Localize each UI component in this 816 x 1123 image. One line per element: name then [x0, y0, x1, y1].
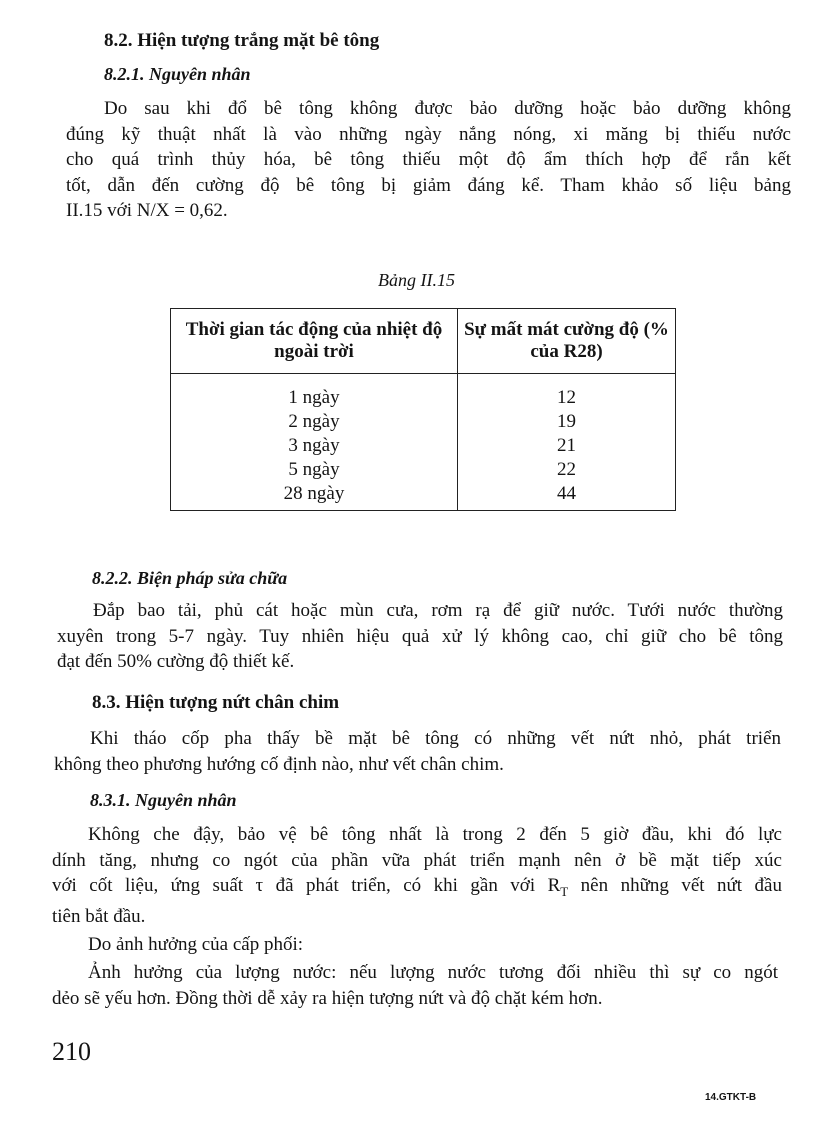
table-cell: 5 ngày: [288, 459, 340, 480]
section-8-2-2-paragraph: [57, 598, 783, 675]
text-line: cho quá trình thủy hóa, bê tông thiếu một độ ẩm thích hợp để rắn kết: [66, 149, 791, 170]
table-cell: 19: [557, 411, 576, 432]
text-segment: với cốt liệu, ứng suất τ đã phát triển, có khi gần với R: [52, 875, 561, 896]
page-number: 210: [52, 1037, 91, 1066]
text-line: Khi tháo cốp pha thấy bề mặt bê tông có những vết nứt nhỏ, phát triển: [90, 728, 781, 749]
section-8-3-1-paragraph: [52, 822, 782, 930]
table-cell: 2 ngày: [288, 411, 340, 432]
section-8-2-1-heading: 8.2.1. Nguyên nhân: [104, 64, 251, 84]
text-line: đạt đến 50% cường độ thiết kế.: [57, 651, 295, 672]
table-cell: 12: [557, 387, 576, 408]
table-header-strength-loss: Sự mất mát cường độ (% của R28): [458, 309, 676, 374]
section-8-2-1-paragraph: [66, 96, 791, 224]
cap-phoi-paragraph: [88, 932, 788, 958]
text-line: đúng kỹ thuật nhất là vào những ngày nắng nóng, xi măng bị thiếu nước: [66, 123, 791, 145]
table-header-time: Thời gian tác động của nhiệt độ ngoài trời: [171, 309, 458, 374]
strength-loss-table: [170, 308, 676, 511]
text-line: II.15 với N/X = 0,62.: [66, 200, 228, 221]
table-cell: 1 ngày: [288, 387, 340, 408]
section-8-3-1-heading: 8.3.1. Nguyên nhân: [90, 790, 237, 810]
table-header-row: [171, 309, 676, 374]
table-caption: Bảng II.15: [378, 270, 455, 290]
table-cell: 22: [557, 459, 576, 480]
text-line: Do ảnh hưởng của cấp phối:: [88, 934, 304, 955]
table-cell: 44: [557, 483, 576, 504]
table-cell: 28 ngày: [283, 483, 345, 504]
table-cell: 21: [557, 435, 576, 456]
table-row: [171, 374, 676, 511]
footer-code: 14.GTKT-B: [705, 1092, 757, 1103]
table-cell-losses: [458, 374, 676, 511]
section-8-2-2-heading: 8.2.2. Biện pháp sửa chữa: [92, 568, 288, 588]
section-8-3-heading: 8.3. Hiện tượng nứt chân chim: [92, 692, 340, 713]
subscript-t: T: [560, 883, 569, 899]
text-line: dẻo sẽ yếu hơn. Đồng thời dễ xảy ra hiện tượng nứt và độ chặt kém hơn.: [52, 987, 603, 1009]
table-cell: 3 ngày: [288, 435, 340, 456]
text-line: Không che đậy, bảo vệ bê tông nhất là trong 2 đến 5 giờ đầu, khi đó lực: [88, 824, 782, 845]
text-segment: nên những vết nứt đầu: [568, 875, 782, 896]
section-8-3-intro: [54, 726, 781, 777]
table-cell-durations: [171, 374, 458, 511]
water-content-paragraph: [52, 960, 778, 1011]
text-line: tiên bắt đầu.: [52, 906, 146, 928]
text-line: Ảnh hưởng của lượng nước: nếu lượng nước tương đối nhiều thì sự co ngót: [88, 962, 778, 983]
text-line: Đắp bao tải, phủ cát hoặc mùn cưa, rơm rạ để giữ nước. Tưới nước thường: [93, 600, 783, 621]
text-line: dính tăng, nhưng co ngót của phần vữa phát triển mạnh nên ở bề mặt tiếp xúc: [52, 849, 782, 871]
text-line: xuyên trong 5-7 ngày. Tuy nhiên hiệu quả xử lý không cao, chỉ giữ cho bê tông: [57, 625, 783, 647]
text-line: tốt, dẫn đến cường độ bê tông bị giảm đáng kể. Tham khảo số liệu bảng: [66, 174, 791, 196]
section-8-2-heading: 8.2. Hiện tượng trắng mặt bê tông: [104, 30, 380, 51]
text-line: [52, 873, 782, 904]
text-line: Do sau khi đổ bê tông không được bảo dưỡng hoặc bảo dưỡng không: [104, 98, 791, 119]
text-line: không theo phương hướng cố định nào, như vết chân chim.: [54, 753, 504, 775]
